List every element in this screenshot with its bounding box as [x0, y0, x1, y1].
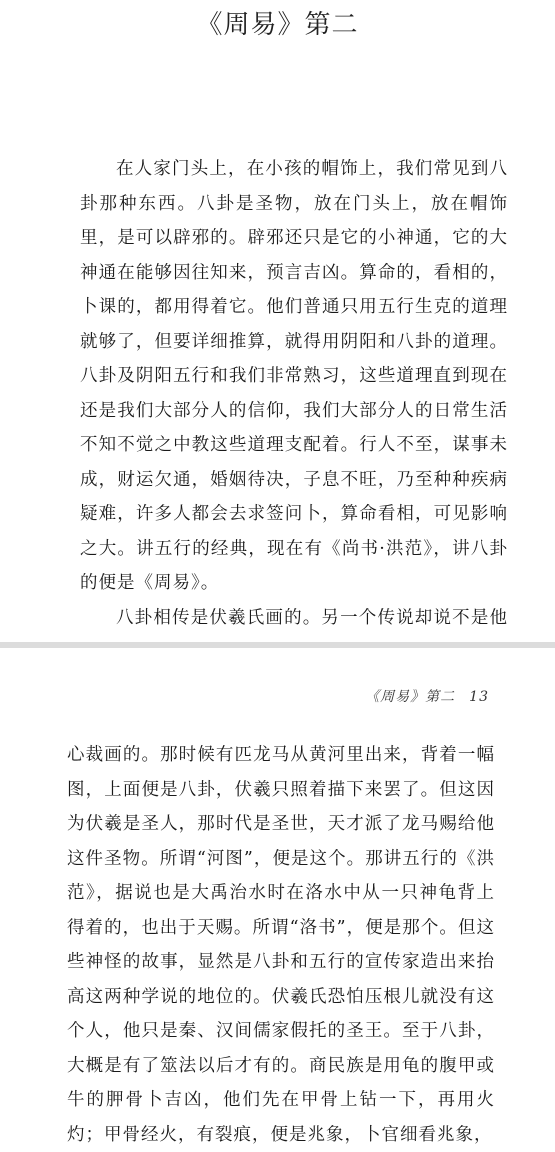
bottom-page-text [67, 738, 495, 1152]
page-number: 13 [469, 689, 489, 705]
bottom-page [0, 648, 555, 1145]
running-header-title: 《周易》第二 [365, 689, 456, 705]
chapter-title: 《周易》第二 [196, 10, 359, 40]
top-page-text [80, 152, 508, 670]
paragraph: 八卦相传是伏羲氏画的。另一个传说却说不是他 [116, 607, 508, 628]
paragraph: 心裁画的。那时候有匹龙马从黄河里出来，背着一幅图，上面便是八卦，伏羲只照着描下来罢了。但这因为伏羲是圣人，那时代是圣世，天才派了龙马赐给他这件圣物。所谓“河图”，便是这个。那讲五行的《洪范》，据说也是大禹治水时在洛水中从一只神龟背上得着的，也出于天赐。所谓“洛书”，便是那个。但这些神怪的故事，显然是八卦和五行的宣传家造出来抬高这两种学说的地位的。伏羲氏恐怕压根儿就没有这个人，他只是秦、汉间儒家假托的圣王。至于八卦，大概是有了筮法以后才有的。商民族是用龟的腹甲或牛的胛骨卜吉凶，他们先在甲骨上钻一下，再用火灼；甲骨经火，有裂痕，便是兆象，卜官细看兆象， [67, 745, 495, 1145]
paragraph: 在人家门头上，在小孩的帽饰上，我们常见到八卦那种东西。八卦是圣物，放在门头上，放在帽饰里，是可以辟邪的。辟邪还只是它的小神通，它的大神通在能够因往知来，预言吉凶。算命的，看相的，卜课的，都用得着它。他们普通只用五行生克的道理就够了，但要详细推算，就得用阴阳和八卦的道理。八卦及阴阳五行和我们非常熟习，这些道理直到现在还是我们大部分人的信仰，我们大部分人的日常生活不知不觉之中教这些道理支配着。行人不至，谋事未成，财运欠通，婚姻待决，子息不旺，乃至种种疾病疑难，许多人都会去求签问卜，算命看相，可见影响之大。讲五行的经典，现在有《尚书·洪范》，讲八卦的便是《周易》。 [80, 159, 508, 593]
running-header [365, 686, 489, 706]
